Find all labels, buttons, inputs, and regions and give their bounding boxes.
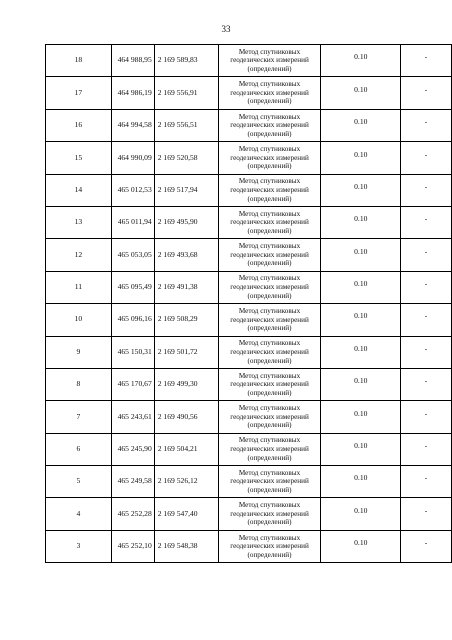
method-line: Метод спутниковых (238, 501, 301, 510)
y-coordinate-cell: 2 169 490,56 (154, 401, 218, 433)
x-coordinate-cell: 465 012,53 (111, 174, 154, 206)
method-line: геодезических измерений (230, 380, 309, 389)
error-value: 0.10 (354, 408, 368, 418)
method-line: Метод спутниковых (238, 80, 301, 89)
error-value: 0.10 (354, 279, 368, 289)
point-number-cell: 7 (46, 401, 112, 433)
x-coordinate-cell: 465 011,94 (111, 206, 154, 238)
error-value: 0.10 (354, 52, 368, 62)
x-coordinate-cell: 465 245,90 (111, 433, 154, 465)
error-cell (321, 433, 401, 465)
description-value: - (424, 505, 428, 515)
method-line: (определений) (247, 356, 292, 365)
method-cell (218, 368, 321, 400)
table-row (46, 109, 452, 141)
error-value: 0.10 (354, 84, 368, 94)
x-coordinate-cell: 465 095,49 (111, 271, 154, 303)
description-cell (401, 142, 452, 174)
method-line: Метод спутниковых (238, 177, 301, 186)
method-line: (определений) (247, 162, 292, 171)
method-line: геодезических измерений (230, 477, 309, 486)
point-number-cell: 8 (46, 368, 112, 400)
method-cell (218, 336, 321, 368)
table-row (46, 271, 452, 303)
y-coordinate-cell: 2 169 526,12 (154, 466, 218, 498)
method-line: геодезических измерений (230, 509, 309, 518)
y-coordinate-cell: 2 169 508,29 (154, 304, 218, 336)
error-value: 0.10 (354, 311, 368, 321)
method-line: геодезических измерений (230, 347, 309, 356)
description-value: - (424, 408, 428, 418)
error-value: 0.10 (354, 376, 368, 386)
y-coordinate-cell: 2 169 520,58 (154, 142, 218, 174)
description-value: - (424, 441, 428, 451)
x-coordinate-cell: 465 252,10 (111, 530, 154, 562)
description-cell (401, 466, 452, 498)
method-cell (218, 401, 321, 433)
point-number-cell: 16 (46, 109, 112, 141)
method-line: геодезических измерений (230, 315, 309, 324)
error-cell (321, 271, 401, 303)
table-row (46, 530, 452, 562)
method-line: геодезических измерений (230, 445, 309, 454)
method-line: (определений) (247, 129, 292, 138)
y-coordinate-cell: 2 169 499,30 (154, 368, 218, 400)
point-number-cell: 4 (46, 498, 112, 530)
description-cell (401, 77, 452, 109)
method-cell (218, 271, 321, 303)
method-cell (218, 109, 321, 141)
error-value: 0.10 (354, 214, 368, 224)
y-coordinate-cell: 2 169 589,83 (154, 45, 218, 77)
method-line: Метод спутниковых (238, 371, 301, 380)
method-line: геодезических измерений (230, 412, 309, 421)
error-value: 0.10 (354, 538, 368, 548)
error-cell (321, 304, 401, 336)
y-coordinate-cell: 2 169 504,21 (154, 433, 218, 465)
error-cell (321, 466, 401, 498)
point-number-cell: 5 (46, 466, 112, 498)
x-coordinate-cell: 465 096,16 (111, 304, 154, 336)
description-cell (401, 336, 452, 368)
method-cell (218, 433, 321, 465)
error-cell (321, 368, 401, 400)
page-number: 33 (221, 24, 231, 34)
description-value: - (424, 117, 428, 127)
x-coordinate-cell: 465 170,67 (111, 368, 154, 400)
x-coordinate-cell: 465 252,28 (111, 498, 154, 530)
method-cell (218, 498, 321, 530)
method-line: Метод спутниковых (238, 404, 301, 413)
method-line: (определений) (247, 291, 292, 300)
error-cell (321, 336, 401, 368)
description-value: - (424, 149, 428, 159)
y-coordinate-cell: 2 169 495,90 (154, 206, 218, 238)
point-number-cell: 17 (46, 77, 112, 109)
table-row (46, 239, 452, 271)
description-cell (401, 304, 452, 336)
error-value: 0.10 (354, 343, 368, 353)
x-coordinate-cell: 465 243,61 (111, 401, 154, 433)
error-cell (321, 45, 401, 77)
method-line: (определений) (247, 226, 292, 235)
description-cell (401, 498, 452, 530)
description-value: - (424, 246, 428, 256)
table-row (46, 433, 452, 465)
description-cell (401, 206, 452, 238)
description-value: - (424, 473, 428, 483)
method-line: Метод спутниковых (238, 112, 301, 121)
method-line: (определений) (247, 421, 292, 430)
description-value: - (424, 343, 428, 353)
error-value: 0.10 (354, 473, 368, 483)
x-coordinate-cell: 465 249,58 (111, 466, 154, 498)
method-line: геодезических измерений (230, 88, 309, 97)
y-coordinate-cell: 2 169 547,40 (154, 498, 218, 530)
y-coordinate-cell: 2 169 517,94 (154, 174, 218, 206)
description-value: - (424, 181, 428, 191)
method-cell (218, 174, 321, 206)
point-number-cell: 13 (46, 206, 112, 238)
y-coordinate-cell: 2 169 501,72 (154, 336, 218, 368)
error-cell (321, 174, 401, 206)
table-row (46, 206, 452, 238)
method-cell (218, 466, 321, 498)
method-line: Метод спутниковых (238, 47, 301, 56)
point-number-cell: 14 (46, 174, 112, 206)
error-cell (321, 109, 401, 141)
method-cell (218, 77, 321, 109)
error-value: 0.10 (354, 149, 368, 159)
method-line: Метод спутниковых (238, 144, 301, 153)
method-cell (218, 304, 321, 336)
x-coordinate-cell: 465 053,05 (111, 239, 154, 271)
method-line: (определений) (247, 550, 292, 559)
method-line: геодезических измерений (230, 56, 309, 65)
table-row (46, 498, 452, 530)
error-value: 0.10 (354, 441, 368, 451)
method-line: (определений) (247, 486, 292, 495)
error-cell (321, 498, 401, 530)
point-number-cell: 9 (46, 336, 112, 368)
method-line: (определений) (247, 65, 292, 74)
y-coordinate-cell: 2 169 493,68 (154, 239, 218, 271)
description-cell (401, 433, 452, 465)
method-line: (определений) (247, 324, 292, 333)
error-cell (321, 239, 401, 271)
error-cell (321, 401, 401, 433)
method-line: (определений) (247, 97, 292, 106)
description-value: - (424, 84, 428, 94)
method-line: Метод спутниковых (238, 274, 301, 283)
table-row (46, 368, 452, 400)
method-cell (218, 45, 321, 77)
x-coordinate-cell: 464 988,95 (111, 45, 154, 77)
x-coordinate-cell: 464 994,58 (111, 109, 154, 141)
method-line: геодезических измерений (230, 283, 309, 292)
error-value: 0.10 (354, 117, 368, 127)
method-line: (определений) (247, 194, 292, 203)
x-coordinate-cell: 464 990,09 (111, 142, 154, 174)
description-cell (401, 368, 452, 400)
method-line: геодезических измерений (230, 153, 309, 162)
method-cell (218, 239, 321, 271)
method-cell (218, 206, 321, 238)
method-line: (определений) (247, 453, 292, 462)
method-line: (определений) (247, 518, 292, 527)
method-line: Метод спутниковых (238, 209, 301, 218)
error-cell (321, 142, 401, 174)
description-cell (401, 239, 452, 271)
method-cell (218, 142, 321, 174)
method-line: Метод спутниковых (238, 242, 301, 251)
table-row (46, 401, 452, 433)
point-number-cell: 6 (46, 433, 112, 465)
table-row (46, 174, 452, 206)
description-value: - (424, 311, 428, 321)
description-cell (401, 530, 452, 562)
point-number-cell: 11 (46, 271, 112, 303)
method-line: геодезических измерений (230, 121, 309, 130)
method-line: (определений) (247, 388, 292, 397)
coordinates-table (45, 44, 452, 563)
method-line: Метод спутниковых (238, 533, 301, 542)
y-coordinate-cell: 2 169 548,38 (154, 530, 218, 562)
error-cell (321, 77, 401, 109)
error-value: 0.10 (354, 181, 368, 191)
method-line: геодезических измерений (230, 185, 309, 194)
error-cell (321, 206, 401, 238)
table-row (46, 142, 452, 174)
point-number-cell: 12 (46, 239, 112, 271)
description-value: - (424, 52, 428, 62)
description-cell (401, 271, 452, 303)
method-line: геодезических измерений (230, 250, 309, 259)
point-number-cell: 10 (46, 304, 112, 336)
description-value: - (424, 376, 428, 386)
method-line: Метод спутниковых (238, 339, 301, 348)
method-line: Метод спутниковых (238, 468, 301, 477)
description-value: - (424, 538, 428, 548)
table-row (46, 336, 452, 368)
description-cell (401, 109, 452, 141)
error-value: 0.10 (354, 505, 368, 515)
table-row (46, 466, 452, 498)
method-cell (218, 530, 321, 562)
y-coordinate-cell: 2 169 491,38 (154, 271, 218, 303)
method-line: Метод спутниковых (238, 436, 301, 445)
y-coordinate-cell: 2 169 556,51 (154, 109, 218, 141)
method-line: геодезических измерений (230, 542, 309, 551)
error-value: 0.10 (354, 246, 368, 256)
error-cell (321, 530, 401, 562)
table-row (46, 304, 452, 336)
description-cell (401, 401, 452, 433)
description-cell (401, 174, 452, 206)
table-row (46, 77, 452, 109)
method-line: Метод спутниковых (238, 306, 301, 315)
y-coordinate-cell: 2 169 556,91 (154, 77, 218, 109)
point-number-cell: 18 (46, 45, 112, 77)
table-row (46, 45, 452, 77)
description-value: - (424, 214, 428, 224)
coordinates-table-body (46, 45, 452, 563)
x-coordinate-cell: 465 150,31 (111, 336, 154, 368)
description-cell (401, 45, 452, 77)
point-number-cell: 15 (46, 142, 112, 174)
point-number-cell: 3 (46, 530, 112, 562)
method-line: геодезических измерений (230, 218, 309, 227)
x-coordinate-cell: 464 986,19 (111, 77, 154, 109)
method-line: (определений) (247, 259, 292, 268)
description-value: - (424, 279, 428, 289)
